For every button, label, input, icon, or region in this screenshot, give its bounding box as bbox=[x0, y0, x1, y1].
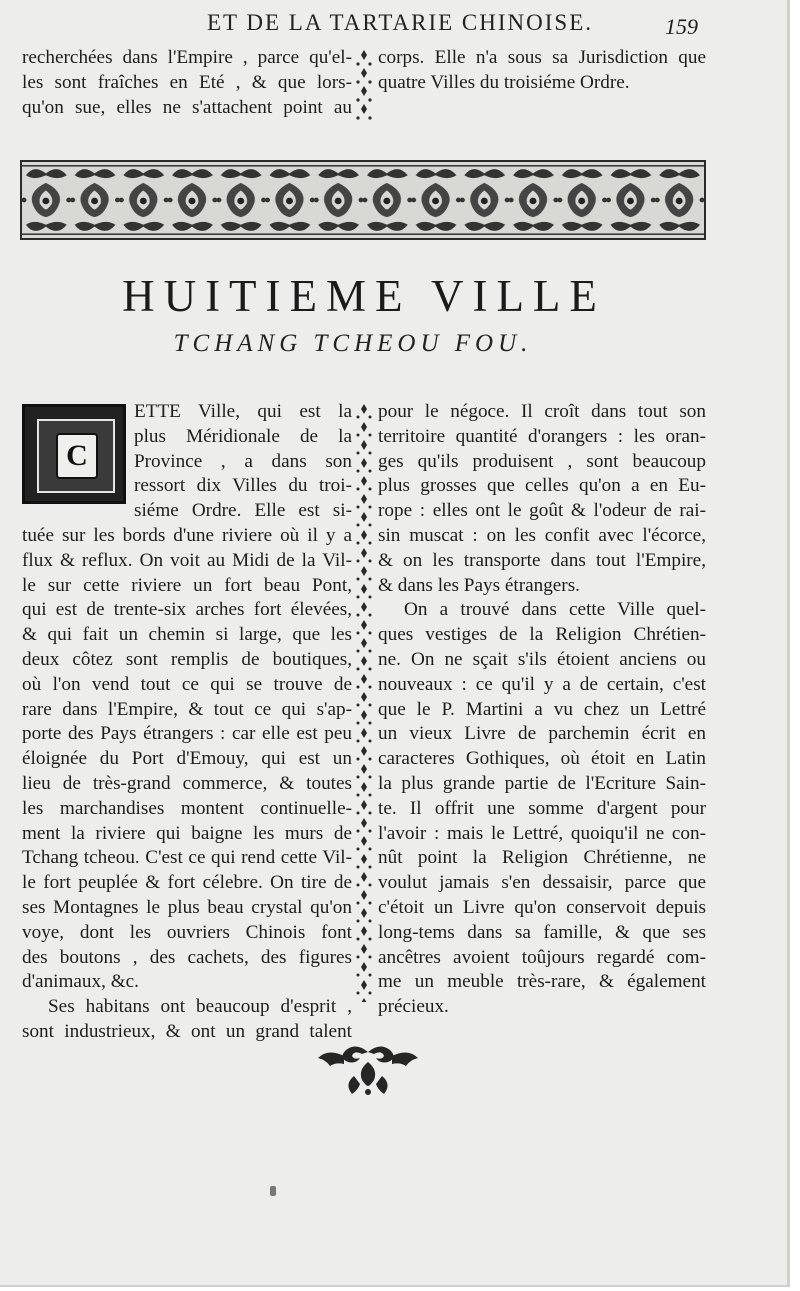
text-line: précieux. bbox=[378, 996, 449, 1018]
text-line: long-tems dans sa famille, & que ses bbox=[378, 921, 706, 943]
text-line: plus Méridionale de la bbox=[134, 425, 352, 447]
initial-letter: C bbox=[56, 433, 98, 479]
text-line: recherchées dans l'Empire , parce qu'el- bbox=[22, 47, 352, 68]
text-line: nouveaux : ce qu'il y a de certain, c'est bbox=[378, 673, 706, 695]
text-line: qui est de trente-six arches fort élevées, bbox=[22, 599, 352, 621]
text-line: éloignée du Port d'Emouy, qui est un bbox=[22, 748, 352, 770]
text-line: plus grosses que celles qu'on a en Eu- bbox=[378, 475, 706, 497]
text-line: un vieux Livre de parchemin écrit en bbox=[378, 723, 706, 745]
section-subheading: TCHANG TCHEOU FOU. bbox=[173, 330, 533, 357]
top-right-column bbox=[378, 46, 706, 96]
text-line: tuée sur les bords d'une riviere où il y a bbox=[22, 524, 352, 546]
text-line: quatre Villes du troisiéme Ordre. bbox=[378, 71, 630, 93]
text-line: l'avoir : mais le Lettré, quoiqu'il ne con- bbox=[378, 822, 706, 844]
text-line: ancêtres avoient toûjours regardé com- bbox=[378, 946, 706, 968]
page-number: 159 bbox=[665, 14, 698, 39]
text-line: Province , a dans son bbox=[134, 450, 352, 472]
text-line: Ses habitans ont beaucoup d'esprit , bbox=[48, 996, 352, 1018]
text-line: sin muscat : on les confit avec l'écorce, bbox=[378, 524, 706, 546]
text-line: & qui fait un chemin si large, que les bbox=[22, 624, 352, 646]
running-head: ET DE LA TARTARIE CHINOISE. bbox=[206, 10, 594, 35]
text-line: voulut jamais s'en dessaisir, parce que bbox=[378, 872, 706, 894]
right-column bbox=[378, 400, 706, 1020]
text-line: te. Il offrit une somme d'argent pour bbox=[378, 797, 706, 819]
text-line: nût point la Religion Chrétienne, ne bbox=[378, 847, 706, 869]
text-line: & dans les Pays étrangers. bbox=[378, 574, 580, 596]
section-heading: HUITIEME VILLE bbox=[122, 271, 606, 321]
text-line: porte des Pays étrangers : car elle est peu bbox=[22, 723, 352, 745]
text-line: qu'on sue, elles ne s'attachent point au bbox=[22, 96, 352, 118]
left-column bbox=[22, 400, 352, 1045]
text-line: siéme Ordre. Elle est si- bbox=[134, 500, 352, 522]
text-line: d'animaux, &c. bbox=[22, 971, 139, 993]
text-line: me un meuble très-rare, & également bbox=[378, 971, 706, 993]
text-line: & on les transporte dans tout l'Empire, bbox=[378, 549, 706, 571]
text-line: ETTE Ville, qui est la bbox=[134, 401, 352, 422]
text-line: ses Montagnes le plus beau crystal qu'on bbox=[22, 896, 352, 918]
text-line: des boutons , des cachets, des figures bbox=[22, 946, 352, 968]
text-line: les sont fraîches en Eté , & que lors- bbox=[22, 71, 352, 93]
text-line: c'étoit un Livre qu'on conservoit depuis bbox=[378, 896, 706, 918]
text-line: On a trouvé dans cette Ville quel- bbox=[404, 599, 706, 621]
text-line: voye, dont les ouvriers Chinois font bbox=[22, 921, 352, 943]
text-line: rare dans l'Empire, & tout ce qui s'ap- bbox=[22, 698, 352, 720]
text-line: que le P. Martini a vu chez un Lettré bbox=[378, 698, 706, 720]
text-line: flux & reflux. On voit au Midi de la Vil- bbox=[22, 549, 352, 571]
text-line: sont industrieux, & ont un grand talent bbox=[22, 1020, 352, 1042]
text-line: la plus grande partie de l'Ecriture Sain- bbox=[378, 772, 706, 794]
text-line: Tchang tcheou. C'est ce qui rend cette Vil- bbox=[22, 847, 352, 869]
text-line: deux côtez sont remplis de boutiques, bbox=[22, 648, 352, 670]
decorative-headpiece-band bbox=[20, 160, 706, 240]
text-line: les marchandises montent continuelle- bbox=[22, 797, 352, 819]
text-line: le fort peuplée & fort célebre. On tire de bbox=[22, 872, 352, 894]
text-line: ques vestiges de la Religion Chrétien- bbox=[378, 624, 706, 646]
tailpiece-ornament bbox=[308, 1040, 428, 1100]
text-line: ges qu'ils produisent , sont beaucoup bbox=[378, 450, 706, 472]
text-line: ressort dix Villes du troi- bbox=[134, 475, 352, 497]
text-line: où l'on vend tout ce qui se trouve de bbox=[22, 673, 352, 695]
text-line: corps. Elle n'a sous sa Jurisdiction que bbox=[378, 47, 706, 68]
top-left-column bbox=[22, 46, 352, 120]
column-rule-ornament bbox=[355, 48, 373, 122]
text-line: caracteres Gothiques, où étoit en Latin bbox=[378, 748, 706, 770]
text-line: ment la riviere qui baigne les murs de bbox=[22, 822, 352, 844]
text-line: territoire quantité d'orangers : les oran- bbox=[378, 425, 706, 447]
text-line: lieu de très-grand commerce, & toutes bbox=[22, 772, 352, 794]
text-line: pour le négoce. Il croît dans tout son bbox=[378, 401, 706, 422]
text-line: rope : elles ont le goût & l'odeur de rai- bbox=[378, 500, 706, 522]
column-rule-ornament bbox=[355, 402, 373, 1002]
text-line: le sur cette riviere un fort beau Pont, bbox=[22, 574, 352, 596]
ink-speck bbox=[270, 1186, 276, 1196]
text-line: ne. On ne sçait s'ils étoient anciens ou bbox=[378, 648, 706, 670]
